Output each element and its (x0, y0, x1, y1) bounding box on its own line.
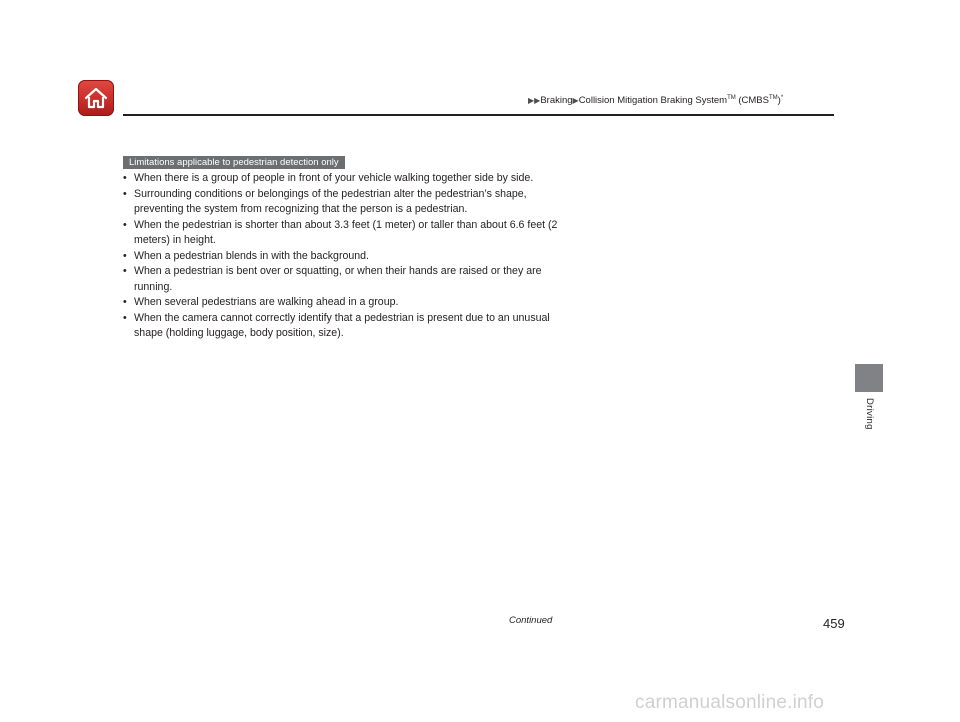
list-item: • When the camera cannot correctly identify that a pedestrian is present due to an unusual shape (holding luggage, body position, size). (123, 311, 563, 342)
breadcrumb-abbr-close: ) (777, 95, 781, 107)
home-icon (83, 85, 109, 111)
chapter-label: Driving (864, 398, 875, 430)
section-tag: Limitations applicable to pedestrian detection only (123, 156, 345, 169)
list-item: • When a pedestrian blends in with the background. (123, 249, 563, 265)
breadcrumb-section[interactable]: Braking (540, 95, 573, 107)
trademark-mark: TM (768, 95, 778, 101)
asterisk-mark: * (780, 95, 784, 101)
header-rule (123, 114, 834, 116)
home-button[interactable] (78, 80, 114, 116)
chapter-tab[interactable] (855, 364, 883, 392)
trademark-mark: TM (727, 95, 736, 101)
watermark: carmanualsonline.info (635, 692, 825, 713)
arrow-right-icon: ▶ (572, 96, 579, 106)
list-item: • Surrounding conditions or belongings of the pedestrian alter the pedestrian’s shape, preventing the system from recognizing that the person is a pedestrian. (123, 187, 563, 218)
arrow-right-icon: ▶▶ (528, 96, 541, 106)
breadcrumb-page: Collision Mitigation Braking System (578, 95, 728, 107)
breadcrumb-abbr: (CMBS (735, 95, 769, 107)
breadcrumb (528, 95, 783, 106)
list-item: • When a pedestrian is bent over or squatting, or when their hands are raised or they are running. (123, 264, 563, 295)
limitations-list (123, 171, 563, 342)
list-item: • When the pedestrian is shorter than about 3.3 feet (1 meter) or taller than about 6.6 feet (2 meters) in height. (123, 218, 563, 249)
page-number: 459 (823, 616, 845, 631)
list-item: • When several pedestrians are walking ahead in a group. (123, 295, 563, 311)
continued-note: Continued (509, 615, 553, 626)
list-item: • When there is a group of people in front of your vehicle walking together side by side. (123, 171, 563, 187)
